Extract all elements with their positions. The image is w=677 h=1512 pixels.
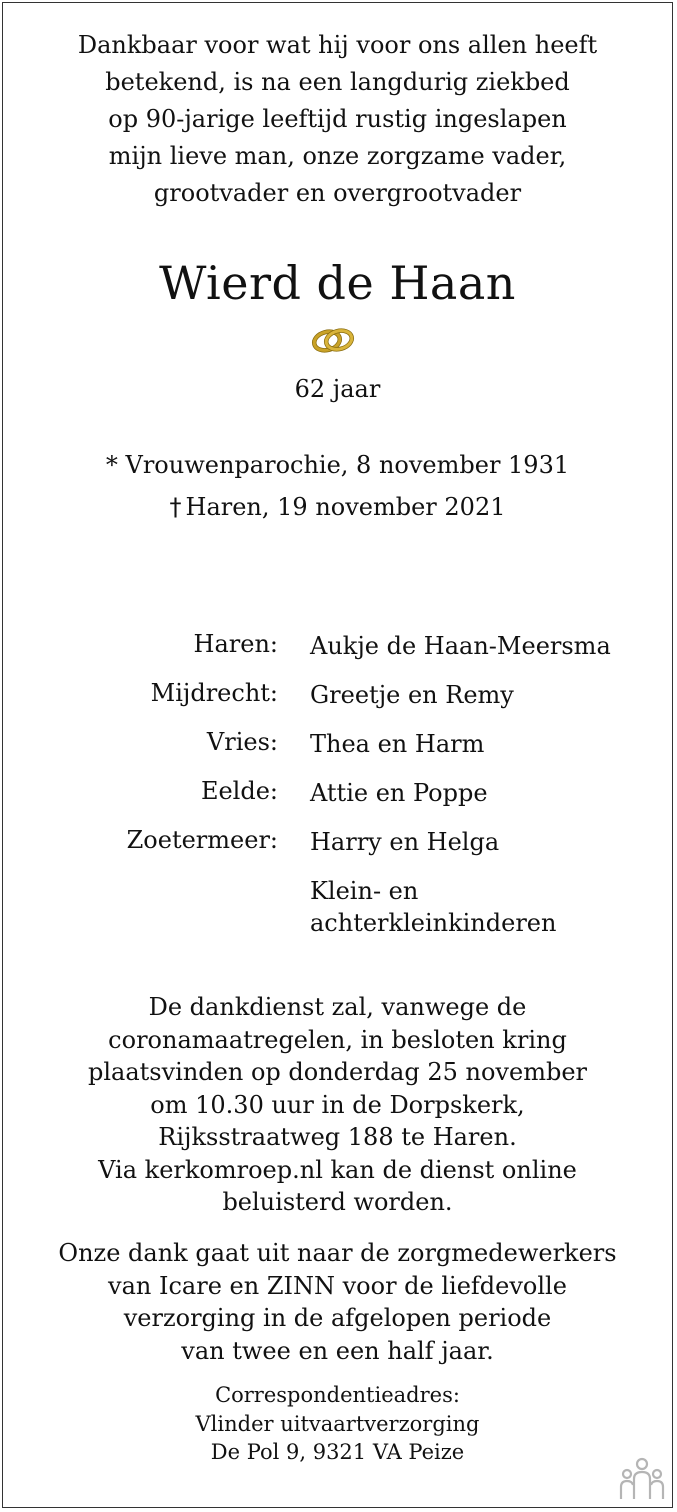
birth-info: * Vrouwenparochie, 8 november 1931 [105,451,570,479]
service-text [3,991,672,1219]
family-names: Thea en Harm [310,730,485,758]
family-names: Klein- en [310,877,419,905]
correspondence-address [3,1381,672,1467]
family-place: Eelde: [200,777,278,805]
marriage-years: 62 jaar [294,375,381,403]
death-info [3,491,672,523]
service-line: Rijksstraatweg 188 te Haren. [158,1123,517,1151]
thanks-line: van Icare en ZINN voor de liefdevolle [108,1271,567,1300]
address-line: De Pol 9, 9321 VA Peize [210,1440,465,1464]
thanks-line: verzorging in de afgelopen periode [123,1304,552,1332]
family-place: Vries: [206,728,278,756]
family-place: Mijdrecht: [150,679,278,707]
family-place: Haren: [193,630,278,658]
service-line: beluisterd worden. [222,1188,453,1216]
family-row [3,907,672,956]
intro-line: mijn lieve man, onze zorgzame vader, [108,142,567,170]
deceased-name: Wierd de Haan [159,256,516,310]
thanks-line: Onze dank gaat uit naar de zorgmedewerkers [58,1239,617,1267]
family-row [3,679,672,728]
service-line: De dankdienst zal, vanwege de [148,993,527,1021]
people-group-icon [618,1457,666,1501]
intro-line: Dankbaar voor wat hij voor ons allen heeft [77,31,598,59]
thanks-line: van twee en een half jaar. [181,1336,494,1365]
intro-line: grootvader en overgrootvader [153,179,522,207]
family-row [3,777,672,826]
obituary-card [2,2,673,1508]
family-row [3,728,672,777]
cross-icon: † [169,493,182,521]
intro-line: betekend, is na een langdurig ziekbed [105,68,570,96]
address-line: Vlinder uitvaartverzorging [195,1411,480,1436]
thanks-text [3,1237,672,1367]
family-row [3,875,672,907]
family-names: Attie en Poppe [310,779,488,807]
address-line: Correspondentieadres: [215,1383,460,1407]
service-line: om 10.30 uur in de Dorpskerk, [150,1090,525,1119]
family-names: Harry en Helga [310,828,500,856]
service-line: Via kerkomroep.nl kan de dienst online [98,1155,577,1184]
family-row [3,630,672,679]
intro-line: op 90-jarige leeftijd rustig ingeslapen [108,105,567,133]
family-names: achterkleinkinderen [310,909,557,937]
family-names: Greetje en Remy [310,681,514,709]
family-place: Zoetermeer: [126,826,278,854]
family-list [3,630,672,956]
family-row [3,826,672,875]
service-line: coronamaatregelen, in besloten kring [108,1025,567,1054]
wedding-rings-icon [308,323,358,357]
service-line: plaatsvinden op donderdag 25 november [87,1058,587,1086]
intro-text [3,27,672,212]
family-names: Aukje de Haan-Meersma [310,632,611,660]
death-date: Haren, 19 november 2021 [185,493,506,521]
